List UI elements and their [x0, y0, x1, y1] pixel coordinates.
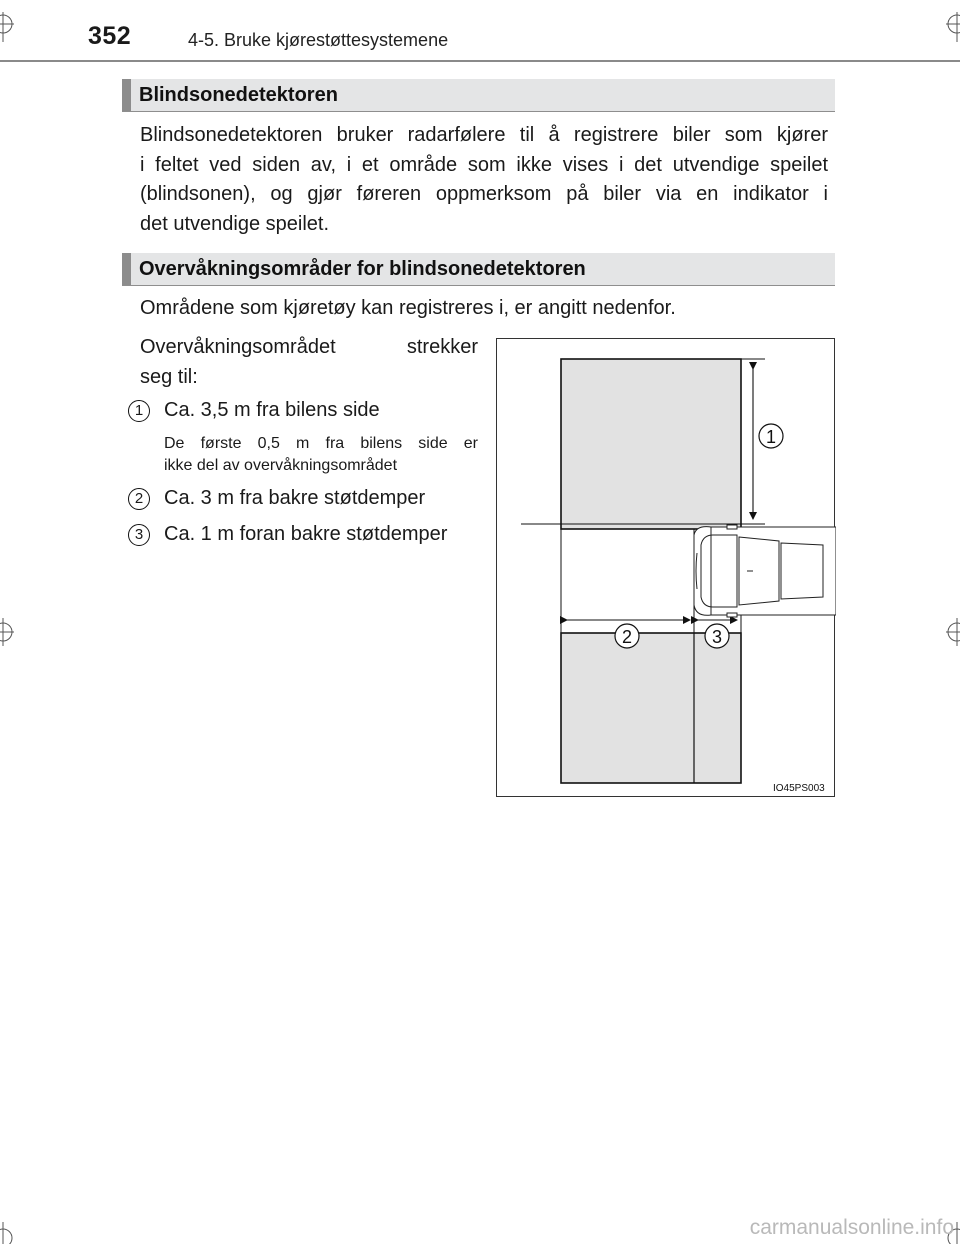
heading-accent-bar — [122, 253, 131, 285]
item-number-badge: 3 — [128, 524, 150, 546]
body-line: Blindsonedetektoren bruker radarfølere til å registrere biler som kjører — [140, 124, 828, 146]
side-zone — [561, 359, 741, 529]
diagram-svg — [497, 339, 836, 798]
car-outline — [694, 525, 836, 617]
body-line: det utvendige speilet. — [140, 212, 330, 235]
heading-accent-bar — [122, 79, 131, 111]
page-number: 352 — [88, 22, 132, 50]
figure-code: IO45PS003 — [773, 783, 825, 794]
section-heading-text: Overvåkningsområder for blindsonedetektoren — [139, 258, 586, 280]
note-line: De første 0,5 m fra bilens side er — [164, 435, 478, 452]
watermark: carmanualsonline.info — [749, 1216, 954, 1239]
note-text — [164, 433, 478, 477]
item-text: Ca. 3 m fra bakre støtdemper — [164, 487, 426, 509]
lead-line: seg til: — [140, 365, 198, 388]
list-item — [128, 486, 425, 510]
callout-3-label: 3 — [711, 627, 723, 647]
list-item — [128, 398, 380, 422]
section2-intro: Områdene som kjøretøy kan registreres i, er angitt nedenfor. — [140, 297, 676, 319]
list-item — [128, 522, 447, 546]
section1-body — [140, 121, 828, 239]
section-heading-text: Blindsonedetektoren — [139, 84, 338, 106]
item-number-badge: 2 — [128, 488, 150, 510]
section-heading-blind-spot-monitor — [122, 79, 835, 112]
note-line: ikke del av overvåkningsområdet — [164, 457, 398, 474]
lead-line: Overvåkningsområdet strekker — [140, 336, 478, 358]
item-text: Ca. 1 m foran bakre støtdemper — [164, 523, 448, 545]
chapter-title: 4-5. Bruke kjørestøttesystemene — [188, 30, 449, 50]
body-line: i feltet ved siden av, i et område som ikke vises i det utvendige speilet — [140, 153, 828, 176]
item-text: Ca. 3,5 m fra bilens side — [164, 399, 380, 421]
callout-1-label: 1 — [765, 427, 777, 447]
section-heading-monitoring-areas — [122, 253, 835, 286]
section2-lead — [140, 333, 478, 392]
monitoring-area-diagram — [496, 338, 835, 797]
callout-2-label: 2 — [621, 627, 633, 647]
rear-zone — [561, 633, 741, 783]
header-rule — [0, 60, 960, 62]
body-line: (blindsonen), og gjør føreren oppmerksom på biler via en indikator i — [140, 183, 828, 205]
item-number-badge: 1 — [128, 400, 150, 422]
